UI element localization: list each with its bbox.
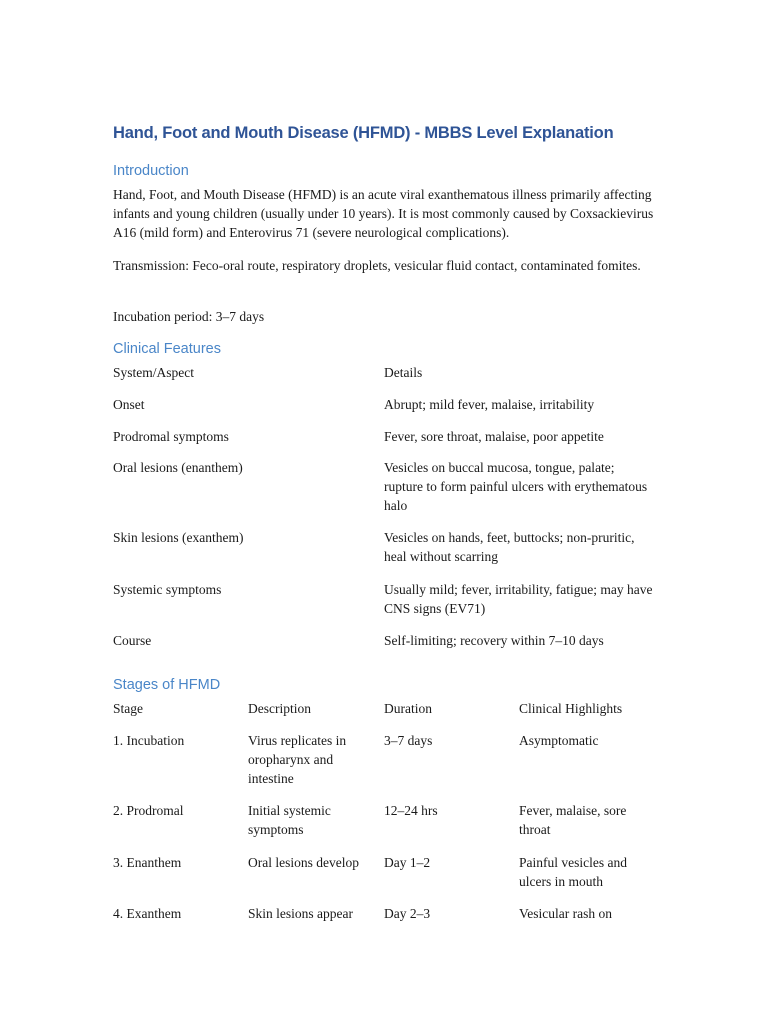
- table-cell: Prodromal symptoms: [113, 429, 229, 444]
- table-cell: Skin lesions (exanthem): [113, 530, 244, 545]
- table-cell: 3–7 days: [384, 733, 433, 748]
- table-cell: Skin lesions appear: [248, 906, 353, 921]
- table-cell: Initial systemic symptoms: [248, 803, 331, 837]
- table-cell: Systemic symptoms: [113, 582, 222, 597]
- intro-paragraph: Hand, Foot, and Mouth Disease (HFMD) is an acute viral exanthematous illness primarily affecting infants and young children (usually under 10 years). It is most commonly caused by Coxsackievirus A16 (mild form) and Enterovirus 71 (severe neurological complications).: [113, 187, 654, 240]
- table-cell: Painful vesicles and ulcers in mouth: [519, 855, 627, 889]
- column-header: Clinical Highlights: [519, 701, 623, 716]
- heading-introduction: Introduction: [113, 163, 189, 179]
- column-header: System/Aspect: [113, 365, 194, 380]
- heading-stages: Stages of HFMD: [113, 677, 221, 693]
- table-cell: Asymptomatic: [519, 733, 599, 748]
- column-header: Details: [384, 365, 423, 380]
- table-cell: Onset: [113, 397, 145, 412]
- table-cell: 12–24 hrs: [384, 803, 438, 818]
- table-cell: Fever, sore throat, malaise, poor appetite: [384, 429, 604, 444]
- table-cell: Usually mild; fever, irritability, fatigue; may have CNS signs (EV71): [384, 582, 653, 616]
- transmission-paragraph: Transmission: Feco-oral route, respiratory droplets, vesicular fluid contact, contaminated fomites.: [113, 258, 641, 273]
- table-cell: 4. Exanthem: [113, 906, 182, 921]
- table-cell: Virus replicates in oropharynx and intestine: [248, 733, 347, 786]
- table-cell: Vesicles on hands, feet, buttocks; non-pruritic, heal without scarring: [384, 530, 635, 564]
- table-cell: 3. Enanthem: [113, 855, 182, 870]
- table-cell: Oral lesions develop: [248, 855, 359, 870]
- table-cell: Oral lesions (enanthem): [113, 460, 243, 475]
- table-cell: Vesicles on buccal mucosa, tongue, palate; rupture to form painful ulcers with erythematous halo: [384, 460, 648, 513]
- table-cell: Abrupt; mild fever, malaise, irritability: [384, 397, 595, 412]
- table-cell: 1. Incubation: [113, 733, 185, 748]
- table-cell: 2. Prodromal: [113, 803, 184, 818]
- column-header: Description: [248, 701, 311, 716]
- table-cell: Self-limiting; recovery within 7–10 days: [384, 633, 604, 648]
- heading-clinical-features: Clinical Features: [113, 341, 221, 357]
- incubation-paragraph: Incubation period: 3–7 days: [113, 309, 265, 324]
- document-title: Hand, Foot and Mouth Disease (HFMD) - MBBS Level Explanation: [113, 124, 614, 142]
- table-cell: Course: [113, 633, 152, 648]
- table-cell: Day 2–3: [384, 906, 431, 921]
- table-cell: Fever, malaise, sore throat: [519, 803, 627, 837]
- table-cell: Vesicular rash on: [519, 906, 612, 921]
- column-header: Duration: [384, 701, 432, 716]
- table-cell: Day 1–2: [384, 855, 431, 870]
- column-header: Stage: [113, 701, 143, 716]
